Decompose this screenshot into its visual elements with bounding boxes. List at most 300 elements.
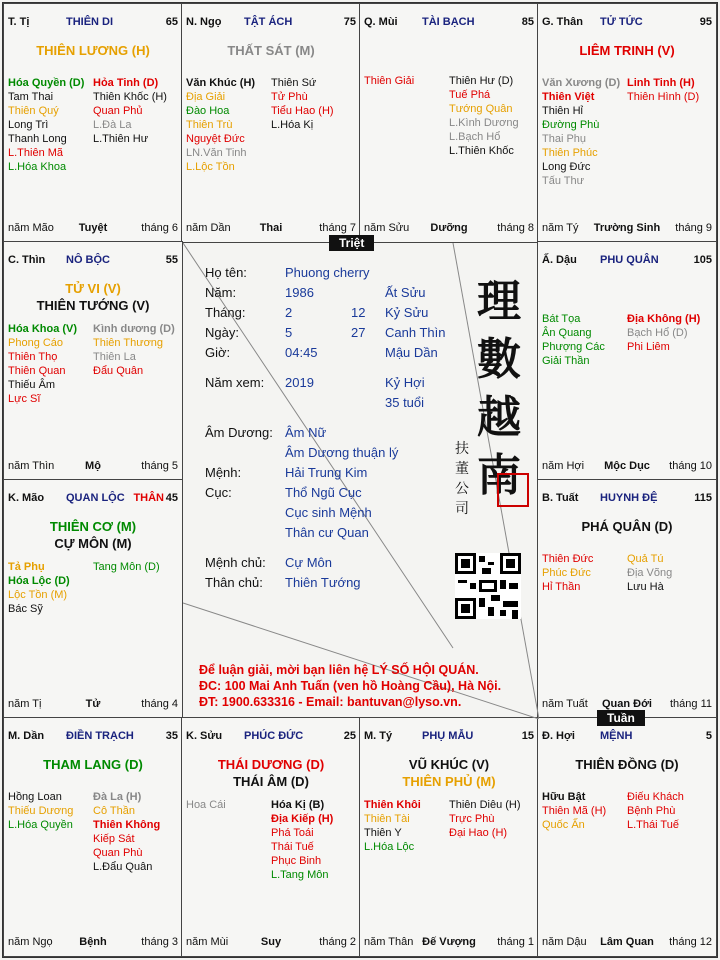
minor-star: Lực Sĩ [8, 393, 41, 405]
info-value: Phuong cherry [285, 265, 370, 280]
minor-column-left [8, 790, 93, 874]
palace-cell-than[interactable] [537, 3, 717, 243]
palace-name: HUYNH ĐỆ [600, 492, 658, 504]
minor-star: Tấu Thư [542, 175, 585, 187]
palace-cell-mao[interactable] [3, 479, 183, 719]
info-row [205, 505, 525, 523]
minor-star: Thiên Hình (D) [627, 91, 700, 103]
main-stars [4, 42, 182, 59]
palace-number: 55 [165, 254, 178, 266]
month-label: tháng 3 [141, 936, 178, 948]
minor-star: Thiên Thương [93, 337, 164, 349]
minor-star: Phi Liêm [627, 341, 670, 353]
minor-star: Hoa Cái [186, 799, 226, 811]
info-value: Thiên Tướng [285, 575, 361, 590]
palace-footer [8, 936, 178, 950]
minor-column-right [449, 74, 534, 158]
info-label: Họ tên: [205, 265, 247, 280]
info-value-canchi: Canh Thìn [385, 325, 446, 340]
info-value: Cự Môn [285, 555, 332, 570]
minor-star: Long Trì [8, 119, 49, 131]
branch-label: Đ. Hợi [542, 730, 575, 742]
main-stars [538, 42, 716, 59]
minor-star: Văn Xương (D) [542, 77, 621, 89]
info-label: Cục: [205, 485, 232, 500]
minor-star: Ân Quang [542, 327, 592, 339]
palace-header [542, 254, 712, 270]
main-star: THÁI DƯƠNG (D) [217, 757, 325, 772]
palace-name: THIÊN DI [66, 16, 114, 28]
minor-column-left [364, 798, 449, 854]
minor-star: L.Đẩu Quân [93, 861, 153, 873]
minor-star: L.Đà La [93, 119, 132, 131]
palace-name: TÀI BẠCH [422, 16, 475, 28]
info-value: Thổ Ngũ Cục [285, 485, 362, 500]
branch-label: G. Thân [542, 16, 583, 28]
minor-star: Tử Phù [271, 91, 308, 103]
minor-star: Thiên Đức [542, 553, 594, 565]
minor-column-right [627, 552, 712, 594]
main-star: THÁI ÂM (D) [233, 774, 309, 789]
minor-star: Thiếu Âm [8, 379, 56, 391]
minor-star: Tam Thai [8, 91, 54, 103]
minor-star: Thiên Thọ [8, 351, 58, 363]
minor-star: Tả Phụ [8, 561, 45, 573]
main-stars [4, 280, 182, 314]
minor-star: Cô Thần [93, 805, 135, 817]
side-char: 公 [455, 481, 469, 497]
minor-star: Địa Võng [627, 567, 673, 579]
branch-label: Ấ. Dậu [542, 254, 577, 266]
minor-column-right [93, 560, 178, 616]
palace-header [364, 16, 534, 32]
palace-name: TẬT ÁCH [244, 16, 293, 28]
minor-column-left [542, 790, 627, 832]
minor-column-right [271, 798, 356, 882]
info-value: 2 [285, 305, 293, 320]
minor-stars [186, 76, 356, 174]
minor-star: Phượng Các [542, 341, 605, 353]
minor-star: Địa Kiếp (H) [271, 813, 334, 825]
main-star: THAM LANG (D) [43, 757, 143, 772]
minor-stars [8, 76, 178, 174]
main-star: THIÊN PHỦ (M) [402, 774, 496, 789]
minor-star: L.Bạch Hổ [449, 131, 501, 143]
branch-label: K. Mão [8, 492, 45, 504]
minor-stars [542, 552, 712, 594]
palace-number: 15 [521, 730, 534, 742]
minor-column-left [8, 76, 93, 174]
minor-column-left [364, 74, 449, 158]
minor-star: L.Thiên Hư [93, 133, 149, 145]
minor-star: Quả Tú [627, 553, 664, 565]
minor-star: Thai Phụ [542, 133, 587, 145]
month-label: tháng 12 [669, 936, 712, 948]
life-stage: Đế Vượng [422, 936, 476, 948]
info-value-canchi: Mậu Dần [385, 345, 438, 360]
palace-name: QUAN LỘC [66, 492, 125, 504]
tuan-tag: Tuần [597, 710, 645, 726]
life-stage: Mộ [85, 460, 101, 472]
minor-star: Kiếp Sát [93, 833, 135, 845]
minor-column-right [627, 790, 712, 832]
month-label: tháng 1 [497, 936, 534, 948]
main-stars [538, 756, 716, 773]
minor-column-right [449, 798, 534, 854]
minor-stars [364, 798, 534, 854]
palace-cell-ti[interactable] [3, 3, 183, 243]
palace-footer [364, 936, 534, 950]
calligraphy-char: 越 [477, 392, 521, 443]
main-star: TỬ VI (V) [65, 281, 121, 296]
branch-label: B. Tuất [542, 492, 579, 504]
main-star: THIÊN CƠ (M) [49, 519, 137, 534]
minor-column-right [271, 76, 356, 174]
qr-code[interactable] [455, 553, 521, 619]
info-value: 04:45 [285, 345, 318, 360]
minor-star: L.Thiên Mã [8, 147, 64, 159]
palace-name: TỬ TỨC [600, 16, 643, 28]
side-char: 董 [455, 461, 469, 477]
palace-header [364, 730, 534, 746]
side-char: 司 [455, 501, 469, 517]
minor-stars [186, 798, 356, 882]
minor-star: Thiên Phúc [542, 147, 598, 159]
horoscope-board [2, 2, 718, 958]
month-label: tháng 7 [319, 222, 356, 234]
minor-star: Phục Binh [271, 855, 322, 867]
minor-star: Phá Toái [271, 827, 314, 839]
minor-star: Giải Thần [542, 355, 590, 367]
palace-cell-ngo[interactable] [181, 3, 361, 243]
minor-star: Phong Cáo [8, 337, 64, 349]
main-stars [538, 518, 716, 535]
minor-star: Hỉ Thần [542, 581, 581, 593]
minor-star: L.Thái Tuế [627, 819, 679, 831]
contact-phone-email: ĐT: 1900.633316 - Email: bantuvan@lyso.vn. [199, 695, 462, 709]
palace-number: 85 [521, 16, 534, 28]
minor-star: L.Lộc Tồn [186, 161, 235, 173]
palace-cell-dau[interactable] [537, 241, 717, 481]
minor-star: L.Hóa Lộc [364, 841, 415, 853]
minor-column-left [542, 76, 627, 188]
minor-star: Thiên Giải [364, 75, 415, 87]
year-label: năm Mão [8, 222, 54, 234]
minor-star: Tang Môn (D) [93, 561, 160, 573]
year-label: năm Thân [364, 936, 414, 948]
palace-header [8, 492, 178, 508]
branch-label: N. Ngọ [186, 16, 222, 28]
life-stage: Suy [260, 936, 282, 948]
info-label: Mệnh chủ: [205, 555, 266, 570]
life-stage: Quan Đới [602, 698, 652, 710]
than-marker: THÂN [133, 492, 164, 504]
minor-column-right [627, 312, 712, 368]
year-label: năm Sửu [364, 222, 410, 234]
palace-cell-ty[interactable] [359, 717, 539, 957]
minor-star: Lưu Hà [627, 581, 664, 593]
palace-number: 25 [343, 730, 356, 742]
palace-number: 35 [165, 730, 178, 742]
life-stage: Tuyệt [78, 222, 108, 234]
minor-column-left [186, 76, 271, 174]
minor-star: Tướng Quân [449, 103, 513, 115]
minor-column-left [8, 560, 93, 616]
info-value-canchi: 35 tuổi [385, 395, 425, 410]
palace-number: 105 [693, 254, 712, 266]
minor-star: Bạch Hổ (D) [627, 327, 688, 339]
minor-star: Đẩu Quân [93, 365, 144, 377]
palace-cell-dan[interactable] [3, 717, 183, 957]
minor-star: Tiểu Hao (H) [271, 105, 334, 117]
minor-star: L.Hóa Kị [271, 119, 314, 131]
info-value: 2019 [285, 375, 314, 390]
year-label: năm Tuất [542, 698, 588, 710]
palace-footer [542, 222, 712, 236]
palace-number: 75 [343, 16, 356, 28]
center-info-panel [183, 243, 539, 719]
minor-star: Thiên Mã (H) [542, 805, 607, 817]
minor-column-left [8, 322, 93, 406]
seal-stamp [497, 473, 529, 507]
branch-label: C. Thìn [8, 254, 46, 266]
minor-stars [542, 76, 712, 188]
minor-star: Kình dương (D) [93, 323, 175, 335]
minor-star: Tuế Phá [449, 89, 491, 101]
minor-star: LN.Văn Tinh [186, 147, 247, 159]
minor-star: L.Tang Môn [271, 869, 329, 881]
info-label: Âm Dương: [205, 425, 273, 440]
minor-star: Thiên Quý [8, 105, 59, 117]
side-char: 扶 [455, 441, 469, 457]
palace-footer [364, 222, 534, 236]
info-label: Ngày: [205, 325, 239, 340]
minor-star: Bát Tọa [542, 313, 581, 325]
year-label: năm Thìn [8, 460, 55, 472]
info-label: Tháng: [205, 305, 246, 320]
palace-cell-hoi[interactable] [537, 717, 717, 957]
month-label: tháng 6 [141, 222, 178, 234]
life-stage: Bệnh [79, 936, 107, 948]
palace-header [8, 730, 178, 746]
palace-number: 5 [705, 730, 712, 742]
minor-column-right [93, 322, 178, 406]
minor-star: Thiên Việt [542, 91, 595, 103]
palace-name: PHU QUÂN [600, 254, 659, 266]
minor-stars [8, 560, 178, 616]
minor-column-right [93, 790, 178, 874]
month-label: tháng 9 [675, 222, 712, 234]
life-stage: Mộc Dục [604, 460, 650, 472]
minor-star: L.Kình Dương [449, 117, 519, 129]
branch-label: Q. Mùi [364, 16, 398, 28]
minor-star: Thiên Y [364, 827, 402, 839]
palace-footer [8, 222, 178, 236]
contact-address: ĐC: 100 Mai Anh Tuấn (ven hồ Hoàng Cầu), Hà Nội. [199, 679, 502, 693]
minor-column-left [542, 552, 627, 594]
minor-star: Thiên Không [93, 819, 161, 831]
minor-star: Bệnh Phù [627, 805, 676, 817]
info-label: Năm xem: [205, 375, 265, 390]
info-value: Hải Trung Kim [285, 465, 368, 480]
minor-stars [542, 790, 712, 832]
palace-footer [542, 460, 712, 474]
contact-line-1: Để luận giải, mời bạn liên hệ LÝ SỐ HỘI QUÁN. [199, 663, 479, 677]
palace-header [8, 16, 178, 32]
minor-star: Hồng Loan [8, 791, 62, 803]
minor-star: Linh Tinh (H) [627, 77, 695, 89]
main-stars [4, 518, 182, 552]
minor-star: Thiếu Dương [8, 805, 74, 817]
minor-star: Văn Khúc (H) [186, 77, 256, 89]
palace-name: PHỤ MẪU [422, 730, 474, 742]
year-label: năm Hợi [542, 460, 585, 472]
minor-column-right [627, 76, 712, 188]
life-stage: Dưỡng [430, 222, 468, 234]
minor-stars [364, 74, 534, 158]
minor-star: Hóa Kị (B) [271, 799, 325, 811]
palace-header [542, 730, 712, 746]
minor-star: Hóa Khoa (V) [8, 323, 78, 335]
minor-star: Đại Hao (H) [449, 827, 508, 839]
qr-code-icon [455, 553, 521, 619]
palace-name: ĐIỀN TRẠCH [66, 730, 134, 742]
minor-star: Phúc Đức [542, 567, 591, 579]
palace-footer [542, 936, 712, 950]
triet-tag: Triệt [329, 235, 374, 251]
info-value: Âm Dương thuận lý [285, 445, 399, 460]
info-value: Cục sinh Mệnh [285, 505, 372, 520]
minor-star: Hỏa Tinh (D) [93, 77, 159, 89]
minor-stars [8, 790, 178, 874]
info-value-canchi: Ất Sửu [385, 285, 426, 300]
minor-column-left [542, 312, 627, 368]
year-label: năm Dần [186, 222, 231, 234]
info-value: Âm Nữ [285, 425, 327, 440]
branch-label: M. Tý [364, 730, 393, 742]
year-label: năm Tị [8, 698, 42, 710]
minor-star: Thiên Hư (D) [449, 75, 514, 87]
palace-header [8, 254, 178, 270]
month-label: tháng 2 [319, 936, 356, 948]
palace-footer [8, 698, 178, 712]
palace-name: MỆNH [600, 730, 633, 742]
main-star: LIÊM TRINH (V) [579, 43, 675, 58]
minor-star: Địa Không (H) [627, 313, 701, 325]
branch-label: T. Tị [8, 16, 30, 28]
minor-star: Lộc Tồn (M) [8, 589, 68, 601]
minor-star: Bác Sỹ [8, 603, 43, 615]
minor-star: Hóa Quyền (D) [8, 77, 85, 89]
year-label: năm Mùi [186, 936, 229, 948]
info-label: Giờ: [205, 345, 231, 360]
palace-number: 95 [699, 16, 712, 28]
palace-number: 65 [165, 16, 178, 28]
info-value-lunar: 12 [351, 305, 366, 320]
main-star: THẤT SÁT (M) [227, 43, 315, 58]
palace-header [186, 730, 356, 746]
info-value: 1986 [285, 285, 314, 300]
main-stars [182, 756, 360, 790]
calligraphy-char: 南 [477, 450, 521, 501]
main-stars [360, 756, 538, 790]
minor-star: Thiên La [93, 351, 136, 363]
minor-star: Thiên Sứ [271, 77, 317, 89]
minor-star: L.Hóa Khoa [8, 161, 67, 173]
calligraphy-char: 數 [477, 334, 521, 385]
year-label: năm Ngọ [8, 936, 53, 948]
main-star: PHÁ QUÂN (D) [581, 519, 673, 534]
minor-stars [542, 312, 712, 368]
minor-star: Đường Phù [542, 119, 600, 131]
minor-star: L.Hóa Quyền [8, 819, 73, 831]
minor-star: Quan Phù [93, 847, 143, 859]
month-label: tháng 5 [141, 460, 178, 472]
info-value-lunar: 27 [351, 325, 366, 340]
minor-star: Thái Tuế [271, 841, 314, 853]
main-star: VŨ KHÚC (V) [408, 757, 490, 772]
month-label: tháng 8 [497, 222, 534, 234]
minor-star: Thanh Long [8, 133, 67, 145]
info-row [205, 525, 525, 543]
life-stage: Lâm Quan [600, 936, 654, 948]
minor-star: Thiên Trù [186, 119, 233, 131]
minor-star: Quan Phủ [93, 105, 143, 117]
info-label: Thân chủ: [205, 575, 263, 590]
palace-cell-suu[interactable] [181, 717, 361, 957]
main-stars [182, 42, 360, 59]
minor-stars [8, 322, 178, 406]
minor-star: Điếu Khách [627, 791, 684, 803]
palace-cell-thin[interactable] [3, 241, 183, 481]
main-star: THIÊN LƯƠNG (H) [36, 43, 150, 58]
minor-star: Đà La (H) [93, 791, 142, 803]
palace-cell-tuat[interactable] [537, 479, 717, 719]
main-star: THIÊN ĐỒNG (D) [575, 757, 679, 772]
minor-star: L.Thiên Khốc [449, 145, 514, 157]
palace-header [186, 16, 356, 32]
calligraphy-logo [469, 273, 529, 505]
branch-label: M. Dần [8, 730, 45, 742]
info-label: Mệnh: [205, 465, 242, 480]
side-vertical-text [453, 439, 471, 519]
palace-number: 115 [694, 492, 712, 504]
minor-star: Hữu Bật [542, 791, 586, 803]
minor-star: Thiên Khốc (H) [93, 91, 167, 103]
info-value-canchi: Kỷ Hợi [385, 375, 425, 390]
minor-star: Hóa Lộc (D) [8, 575, 70, 587]
main-stars [4, 756, 182, 773]
minor-column-right [93, 76, 178, 174]
palace-header [542, 16, 712, 32]
month-label: tháng 10 [669, 460, 712, 472]
info-value-canchi: Kỷ Sửu [385, 305, 429, 320]
palace-footer [186, 222, 356, 236]
minor-star: Thiên Quan [8, 365, 66, 377]
minor-star: Địa Giải [186, 91, 226, 103]
life-stage: Thai [259, 222, 283, 234]
palace-cell-mui[interactable] [359, 3, 539, 243]
minor-star: Trực Phù [449, 813, 495, 825]
minor-column-left [186, 798, 271, 882]
minor-star: Thiên Tài [364, 813, 410, 825]
year-label: năm Dậu [542, 936, 587, 948]
minor-star: Thiên Khôi [364, 799, 421, 811]
minor-star: Long Đức [542, 161, 591, 173]
minor-star: Đào Hoa [186, 105, 230, 117]
palace-name: PHÚC ĐỨC [244, 730, 304, 742]
branch-label: K. Sửu [186, 730, 223, 742]
